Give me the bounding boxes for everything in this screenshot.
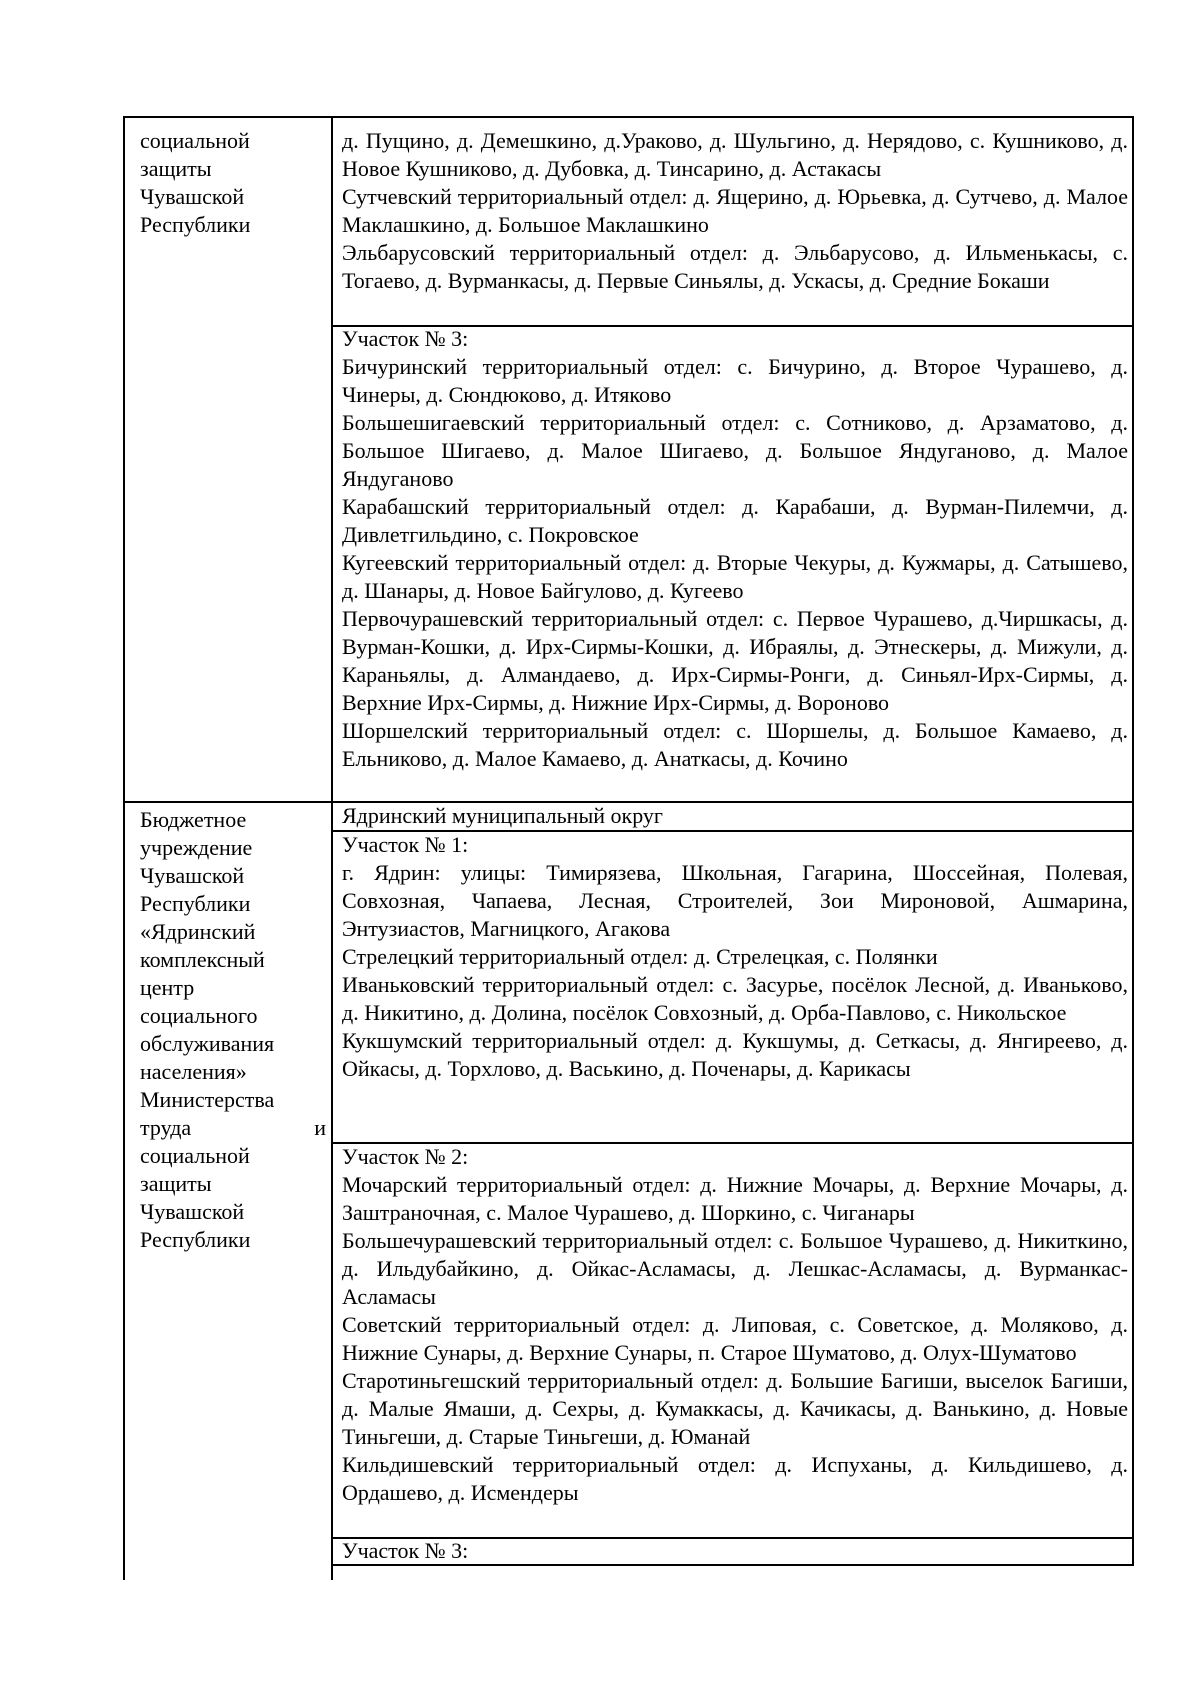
settlements-paragraph: Шоршелский территориальный отдел: с. Шоршелы, д. Большое Камаево, д. Ельниково, д. Малое Камаево, д. Анаткасы, д. Кочино — [342, 718, 1128, 771]
settlements-paragraph: Стрелецкий территориальный отдел: д. Стрелецкая, с. Полянки — [342, 944, 938, 969]
text-line: Республики — [140, 212, 251, 237]
text-word: и — [314, 1115, 326, 1140]
settlements-paragraph: Бичуринский территориальный отдел: с. Бичурино, д. Второе Чурашево, д. Чинеры, д. Сюндюково, д. Итяково — [342, 354, 1128, 407]
settlements-paragraph: Мочарский территориальный отдел: д. Нижние Мочары, д. Верхние Мочары, д. Заштраночная, с. Малое Чурашево, д. Шоркино, с. Чиганары — [342, 1172, 1128, 1225]
text-line: социальной — [140, 1143, 250, 1168]
text-line: Министерства — [140, 1087, 275, 1112]
institution-name — [140, 806, 326, 1254]
text-line: Чувашской — [140, 1199, 245, 1224]
district-header-cell — [342, 802, 1128, 830]
settlements-paragraph: Первочурашевский территориальный отдел: с. Первое Чурашево, д.Чиршкасы, д. Вурман-Кошки, д. Ирх-Сирмы-Кошки, д. Ибраялы, д. Этнескеры, д. Мижули, д. Караньялы, д. Алмандаево, д. Ирх-Сирмы-Ронги, д. Синьял-Ирх-Сирмы, д. Верхние Ирх-Сирмы, д. Нижние Ирх-Сирмы, д. Вороново — [342, 606, 1128, 715]
settlements-paragraph: Эльбарусовский территориальный отдел: д. Эльбарусово, д. Ильменькасы, с. Тогаево, д. Вурманкасы, д. Первые Синьялы, д. Ускасы, д. Средние Бокаши — [342, 240, 1128, 293]
settlements-paragraph: Карабашский территориальный отдел: д. Карабаши, д. Вурман-Пилемчи, д. Дивлетгильдино, с. Покровское — [342, 494, 1128, 547]
institution-name-continued — [140, 127, 326, 239]
settlements-paragraph: Иваньковский территориальный отдел: с. Засурье, посёлок Лесной, д. Иваньково, д. Никитино, д. Долина, посёлок Совхозный, д. Орба-Павлово, с. Никольское — [342, 972, 1128, 1025]
plot-cell — [342, 1537, 1128, 1565]
settlements-paragraph: Кильдишевский территориальный отдел: д. Испуханы, д. Кильдишево, д. Ордашево, д. Исмендеры — [342, 1452, 1128, 1505]
settlements-paragraph: Старотиньгешский территориальный отдел: д. Большие Багиши, выселок Багиши, д. Малые Ямаши, д. Сехры, д. Кумаккасы, д. Качикасы, д. Ванькино, д. Новые Тиньгеши, д. Старые Тиньгеши, д. Юманай — [342, 1368, 1128, 1449]
table-left-border — [123, 116, 125, 1580]
text-word: труда — [140, 1115, 192, 1140]
district-title: Ядринский муниципальный округ — [342, 803, 663, 828]
plot-header: Участок № 3: — [342, 326, 469, 351]
settlements-paragraph: г. Ядрин: улицы: Тимирязева, Школьная, Гагарина, Шоссейная, Полевая, Совхозная, Чапаева, Лесная, Строителей, Зои Мироновой, Ашмарина, Энтузиастов, Магницкого, Агакова — [342, 860, 1128, 941]
text-line: социальной — [140, 128, 250, 153]
table-top-border — [123, 116, 1134, 118]
settlements-paragraph: Большечурашевский территориальный отдел: с. Большое Чурашево, д. Никиткино, д. Ильдубайкино, д. Ойкас-Асламасы, д. Лешкас-Асламасы, д. Вурманкас-Асламасы — [342, 1228, 1128, 1309]
settlements-paragraph: Кугеевский территориальный отдел: д. Вторые Чекуры, д. Кужмары, д. Сатышево, д. Шанары, д. Новое Байгулово, д. Кугеево — [342, 550, 1128, 603]
plot-header: Участок № 1: — [342, 832, 469, 857]
plot-header: Участок № 3: — [342, 1538, 469, 1563]
settlements-paragraph: д. Пущино, д. Демешкино, д.Ураково, д. Шульгино, д. Нерядово, с. Кушниково, д. Новое Кушниково, д. Дубовка, д. Тинсарино, д. Астакасы — [342, 128, 1128, 181]
table-right-border — [1132, 116, 1134, 1565]
text-line — [140, 1114, 326, 1142]
text-line: центр — [140, 975, 195, 1000]
settlements-paragraph: Кукшумский территориальный отдел: д. Кукшумы, д. Сеткасы, д. Янгиреево, д. Ойкасы, д. Торхлово, д. Васькино, д. Поченары, д. Карикасы — [342, 1028, 1128, 1081]
text-line: защиты — [140, 156, 212, 181]
text-line: Республики — [140, 891, 251, 916]
text-line: социального — [140, 1003, 258, 1028]
text-line: учреждение — [140, 835, 253, 860]
settlements-cell — [342, 127, 1128, 295]
settlements-paragraph: Сутчевский территориальный отдел: д. Ящерино, д. Юрьевка, д. Сутчево, д. Малое Маклашкино, д. Большое Маклашкино — [342, 184, 1128, 237]
settlements-paragraph: Советский территориальный отдел: д. Липовая, с. Советское, д. Моляково, д. Нижние Сунары, д. Верхние Сунары, п. Старое Шуматово, д. Олух-Шуматово — [342, 1312, 1128, 1365]
text-line: Чувашской — [140, 184, 245, 209]
text-line: населения» — [140, 1059, 247, 1084]
text-line: комплексный — [140, 947, 265, 972]
text-line: Чувашской — [140, 863, 245, 888]
plot-cell — [342, 831, 1128, 1083]
text-line: Бюджетное — [140, 807, 247, 832]
text-line: «Ядринский — [140, 919, 256, 944]
text-line: Республики — [140, 1227, 251, 1252]
plot-header: Участок № 2: — [342, 1144, 469, 1169]
settlements-paragraph: Большешигаевский территориальный отдел: с. Сотниково, д. Арзаматово, д. Большое Шигаево, д. Малое Шигаево, д. Большое Яндуганово, д. Малое Яндуганово — [342, 410, 1128, 491]
column-divider — [331, 116, 333, 1580]
text-line: обслуживания — [140, 1031, 275, 1056]
text-line: защиты — [140, 1171, 212, 1196]
plot-cell — [342, 325, 1128, 773]
plot-cell — [342, 1143, 1128, 1507]
